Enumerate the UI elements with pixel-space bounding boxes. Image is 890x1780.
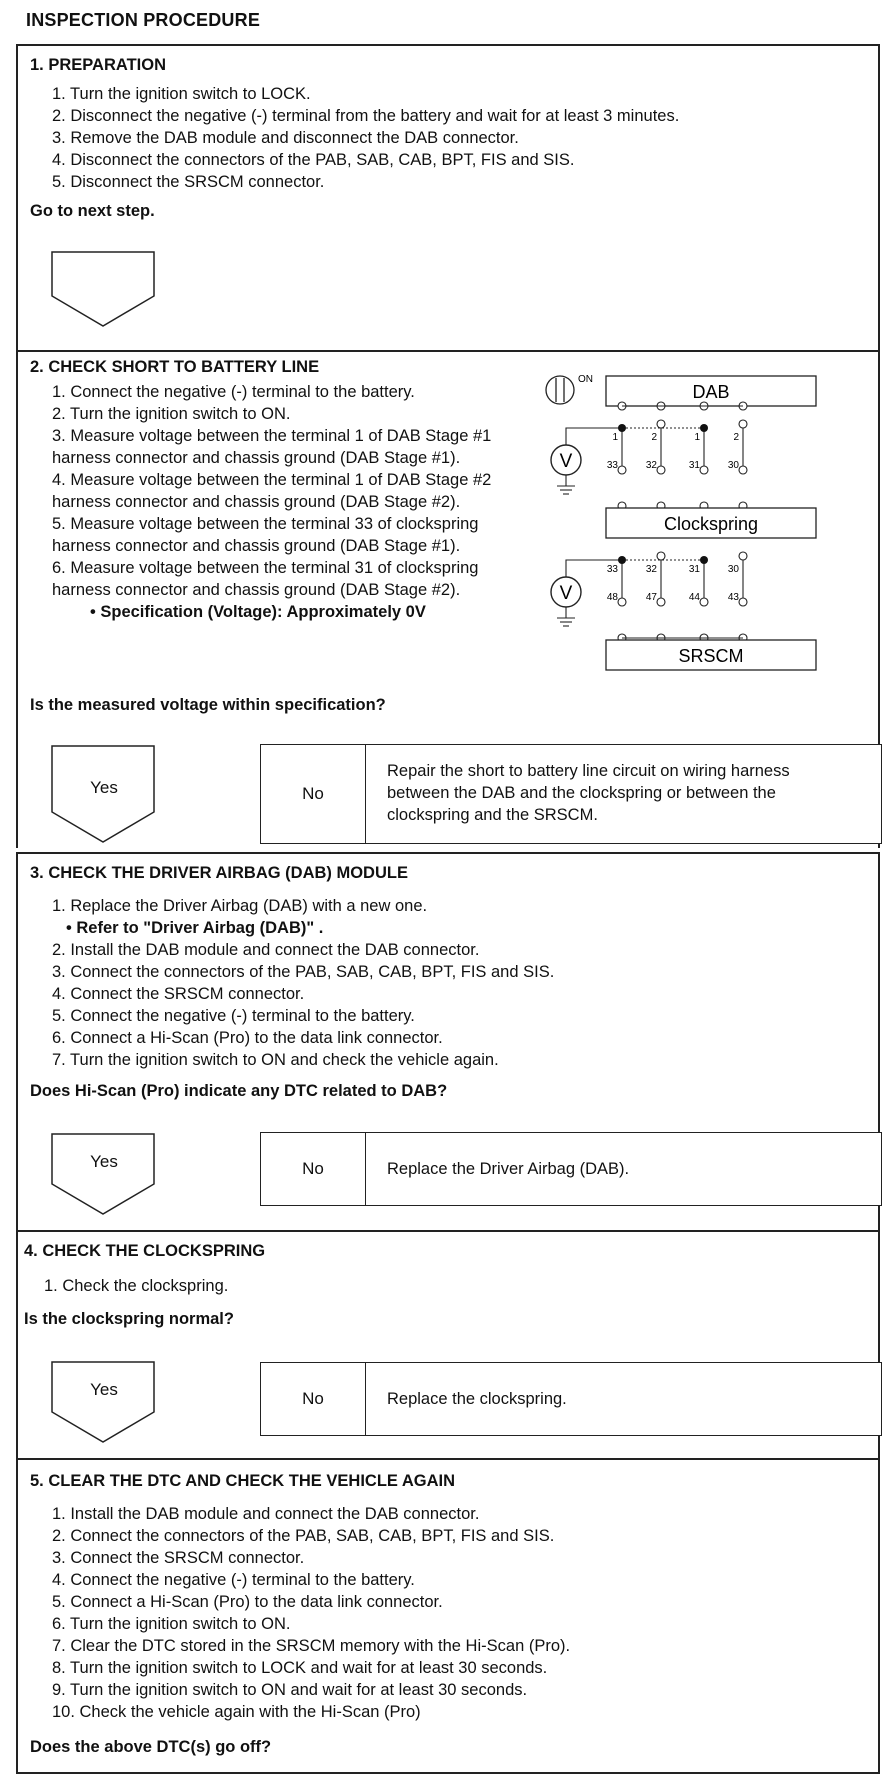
step5-line-5: 5. Connect a Hi-Scan (Pro) to the data link connector.	[52, 1593, 443, 1611]
step3-line-6: 6. Connect a Hi-Scan (Pro) to the data link connector.	[52, 1029, 443, 1047]
step1-line-1: 1. Turn the ignition switch to LOCK.	[52, 85, 311, 103]
step3-line-4: 4. Connect the SRSCM connector.	[52, 985, 305, 1003]
step3-no-box	[260, 1132, 882, 1206]
step3-line-7: 7. Turn the ignition switch to ON and check the vehicle again.	[52, 1051, 499, 1069]
step3-no-label: No	[261, 1133, 366, 1205]
step2-yes-label: Yes	[90, 778, 118, 797]
step2-line-4: harness connector and chassis ground (DAB Stage #1).	[52, 449, 461, 467]
step2-no-label: No	[261, 745, 366, 843]
step4-no-label: No	[261, 1363, 366, 1435]
dab-label: DAB	[692, 382, 730, 402]
cs-top-pin-30: 30	[727, 460, 739, 471]
step4-yes-chevron	[50, 1360, 158, 1444]
step2-title: 2. CHECK SHORT TO BATTERY LINE	[30, 358, 320, 376]
step4-title: 4. CHECK THE CLOCKSPRING	[24, 1242, 266, 1260]
circuit-diagram	[538, 368, 878, 698]
step4-box	[16, 1230, 880, 1338]
step2-line-6: harness connector and chassis ground (DAB Stage #2).	[52, 493, 461, 511]
step3-yes-label: Yes	[90, 1152, 118, 1171]
step2-no-text-1: Repair the short to battery line circuit on wiring harness	[387, 762, 790, 780]
step5-line-9: 9. Turn the ignition switch to ON and wait for at least 30 seconds.	[52, 1681, 528, 1699]
step2-line-3: 3. Measure voltage between the terminal 1 of DAB Stage #1	[52, 427, 492, 445]
srscm-pin-48: 48	[606, 592, 618, 603]
step2-line-7: 5. Measure voltage between the terminal 33 of clockspring	[52, 515, 479, 533]
step5-title: 5. CLEAR THE DTC AND CHECK THE VEHICLE AGAIN	[30, 1472, 456, 1490]
step3-line-2: 2. Install the DAB module and connect the DAB connector.	[52, 941, 480, 959]
srscm-pin-47: 47	[645, 592, 657, 603]
step3-answer-band	[16, 1108, 880, 1230]
step2-line-8: harness connector and chassis ground (DAB Stage #1).	[52, 537, 461, 555]
step2-no-text-2: between the DAB and the clockspring or between the	[387, 784, 776, 802]
step4-no-text: Replace the clockspring.	[387, 1390, 567, 1408]
step4-answer-band	[16, 1336, 880, 1460]
page-title: INSPECTION PROCEDURE	[26, 10, 261, 30]
step2-box	[16, 350, 880, 724]
step4-question: Is the clockspring normal?	[24, 1310, 234, 1328]
dab-pin-2a: 2	[651, 432, 657, 443]
step2-spec: • Specification (Voltage): Approximately 0V	[90, 603, 426, 621]
step3-box	[16, 852, 880, 1110]
step3-no-text: Replace the Driver Airbag (DAB).	[387, 1160, 630, 1178]
step1-box	[16, 44, 880, 230]
step3-yes-chevron	[50, 1132, 158, 1216]
step1-footer: Go to next step.	[30, 202, 155, 220]
step1-line-5: 5. Disconnect the SRSCM connector.	[52, 173, 325, 191]
step1-line-3: 3. Remove the DAB module and disconnect the DAB connector.	[52, 129, 519, 147]
voltmeter-1-label: V	[559, 451, 573, 472]
step3-title: 3. CHECK THE DRIVER AIRBAG (DAB) MODULE	[30, 864, 408, 882]
step3-refer: • Refer to "Driver Airbag (DAB)" .	[66, 919, 324, 937]
clockspring-label: Clockspring	[663, 514, 759, 534]
cs-top-pin-32: 32	[645, 460, 657, 471]
cs-bottom-pin-30: 30	[727, 564, 739, 575]
step1-title: 1. PREPARATION	[30, 56, 166, 74]
srscm-pin-43: 43	[727, 592, 739, 603]
step3-line-1: 1. Replace the Driver Airbag (DAB) with a new one.	[52, 897, 428, 915]
step5-line-7: 7. Clear the DTC stored in the SRSCM memory with the Hi-Scan (Pro).	[52, 1637, 571, 1655]
step5-line-10: 10. Check the vehicle again with the Hi-Scan (Pro)	[52, 1703, 421, 1721]
step2-line-1: 1. Connect the negative (-) terminal to the battery.	[52, 383, 415, 401]
step1-line-4: 4. Disconnect the connectors of the PAB, SAB, CAB, BPT, FIS and SIS.	[52, 151, 575, 169]
voltmeter-2-label: V	[559, 583, 573, 604]
cs-top-pin-33: 33	[606, 460, 618, 471]
step2-line-5: 4. Measure voltage between the terminal 1 of DAB Stage #2	[52, 471, 492, 489]
step4-yes-label: Yes	[90, 1380, 118, 1399]
ignition-switch-icon	[546, 376, 574, 404]
dab-pin-1a: 1	[612, 432, 618, 443]
step1-next-band	[16, 228, 880, 350]
step2-no-box	[260, 744, 882, 844]
step2-answer-band	[16, 722, 880, 848]
step1-line-2: 2. Disconnect the negative (-) terminal from the battery and wait for at least 3 minutes.	[52, 107, 680, 125]
next-step-chevron	[50, 250, 158, 330]
cs-bottom-pin-32: 32	[645, 564, 657, 575]
step5-question: Does the above DTC(s) go off?	[30, 1738, 272, 1756]
step2-no-text-3: clockspring and the SRSCM.	[387, 806, 598, 824]
step5-box	[16, 1458, 880, 1774]
step4-no-box	[260, 1362, 882, 1436]
step5-line-4: 4. Connect the negative (-) terminal to the battery.	[52, 1571, 415, 1589]
step5-line-2: 2. Connect the connectors of the PAB, SAB, CAB, BPT, FIS and SIS.	[52, 1527, 555, 1545]
step2-line-2: 2. Turn the ignition switch to ON.	[52, 405, 291, 423]
step5-line-8: 8. Turn the ignition switch to LOCK and wait for at least 30 seconds.	[52, 1659, 548, 1677]
step5-line-1: 1. Install the DAB module and connect the DAB connector.	[52, 1505, 480, 1523]
step2-question: Is the measured voltage within specification?	[30, 696, 386, 714]
step2-line-9: 6. Measure voltage between the terminal 31 of clockspring	[52, 559, 479, 577]
step3-line-5: 5. Connect the negative (-) terminal to the battery.	[52, 1007, 415, 1025]
step3-question: Does Hi-Scan (Pro) indicate any DTC related to DAB?	[30, 1082, 448, 1100]
step5-line-3: 3. Connect the SRSCM connector.	[52, 1549, 305, 1567]
step3-line-3: 3. Connect the connectors of the PAB, SAB, CAB, BPT, FIS and SIS.	[52, 963, 555, 981]
step4-line-1: 1. Check the clockspring.	[44, 1277, 229, 1295]
cs-top-pin-31: 31	[688, 460, 700, 471]
srscm-pin-44: 44	[688, 592, 700, 603]
dab-pin-1b: 1	[694, 432, 700, 443]
cs-bottom-pin-33: 33	[606, 564, 618, 575]
step2-line-10: harness connector and chassis ground (DAB Stage #2).	[52, 581, 461, 599]
cs-bottom-pin-31: 31	[688, 564, 700, 575]
on-label: ON	[578, 374, 593, 385]
step5-line-6: 6. Turn the ignition switch to ON.	[52, 1615, 291, 1633]
dab-pin-2b: 2	[733, 432, 739, 443]
srscm-label: SRSCM	[678, 646, 744, 666]
